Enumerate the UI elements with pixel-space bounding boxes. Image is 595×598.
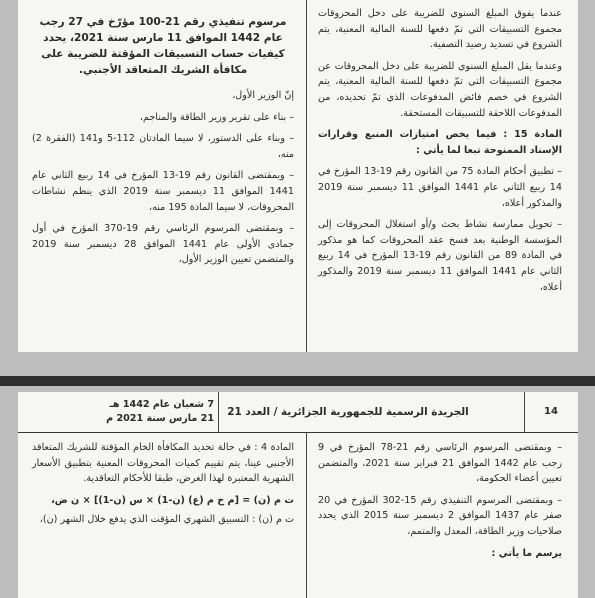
paragraph: – وبناء على الدستور، لا سيما المادتان 112-5 و141 (الفقرة 2) منه،: [32, 133, 294, 160]
paragraph: إنّ الوزير الأول،: [232, 90, 294, 101]
paragraph: – بناء على تقرير وزير الطاقة والمناجم،: [139, 111, 294, 123]
formula: ت م (ن) = [م خ م (ع) (ن-1) × س (ن-1)] × ن ض،: [51, 494, 294, 506]
upper-left-column: [32, 6, 294, 274]
paragraph: – وبمقتضى المرسوم الرئاسي رقم 19-370 المؤرخ في أول جمادى الأولى عام 1441 الموافق 28 ديسمبر سنة 2019 والمتضمن تعيين الوزير الأول،: [32, 223, 295, 266]
page-number: 14: [544, 406, 558, 417]
decree-enactment-heading: يرسم ما يأتي :: [491, 547, 562, 559]
column-divider: [306, 432, 307, 598]
header-date: [104, 398, 214, 426]
article-15-heading: المادة 15 : فيما يخص امتيازات المنبع وقرارات الإسناد الممنوحة تبعا لما يأتي :: [318, 129, 562, 156]
page-gap-band: [0, 376, 595, 386]
decree-title: مرسوم تنفيذي رقم 21-100 مؤرّخ في 27 رجب عام 1442 الموافق 11 مارس سنة 2021، يحدد كيفيات حساب التسبيقات المؤقتة للضريبة على مكافأة الشريك المتعاقد الأجنبي.: [39, 16, 287, 76]
header-date-gregorian: 21 مارس سنة 2021 م: [106, 413, 214, 424]
paragraph: – تطبيق أحكام المادة 75 من القانون رقم 19-13 المؤرخ في 14 ربيع الثاني عام 1441 الموافق 11 ديسمبر سنة 2019 والمذكور أعلاه،: [318, 166, 562, 209]
column-divider: [306, 0, 307, 352]
lower-right-column: [318, 440, 562, 567]
lower-left-column: [32, 440, 294, 534]
formula-definition: ت م (ن) : التسبيق الشهري المؤقت الذي يدفع خلال الشهر (ن)،: [39, 514, 294, 526]
upper-right-column: [318, 6, 562, 301]
paragraph: – تحويل ممارسة نشاط بحث و/أو استغلال المحروقات إلى المؤسسة الوطنية بعد فسخ عقد المحروقات كما هو مذكور في المادة 89 من القانون رقم 19-13 المؤرخ في 14 ربيع الثاني عام 1441 الموافق 11 ديسمبر سنة 2019 والمذكور أعلاه،: [318, 219, 563, 293]
header-title: الجريدة الرسمية للجمهورية الجزائرية / العدد 21: [227, 406, 469, 418]
header-date-hijri: 7 شعبان عام 1442 هـ: [109, 399, 214, 410]
paragraph: عندما يفوق المبلغ السنوي للضريبة على دخل المحروقات مجموع التسبيقات التي تمّ دفعها للسنة المالية المعنية، يتم الشروع في تسديد رصيد التصفية.: [318, 8, 562, 51]
upper-page: [18, 0, 578, 352]
article-4-paragraph: المادة 4 : في حالة تحديد المكافأة الخام المؤقتة للشريك المتعاقد الأجنبي عينا، يتم تقييم كميات المحروقات المعنية بتطبيق الأسعار الشهرية المعتبرة لهذا الغرض، طبقا للأحكام التعاقدية.: [32, 442, 294, 485]
paragraph: – وبمقتضى المرسوم الرئاسي رقم 21-78 المؤرخ في 9 رجب عام 1442 الموافق 21 فبراير سنة 2021، والمتضمن تعيين أعضاء الحكومة،: [318, 442, 562, 485]
paragraph: وعندما يقل المبلغ السنوي للضريبة على دخل المحروقات عن مجموع التسبيقات التي تمّ دفعها للسنة المالية المعنية، يتم الشروع في خصم فائض المدفوعات الذي تمّ تحديده، من المدفوعات اللاحقة للتسبيقات المستحقة.: [318, 60, 562, 119]
gazette-header: [18, 392, 578, 433]
paragraph: – وبمقتضى المرسوم التنفيذي رقم 15-302 المؤرخ في 20 صفر عام 1437 الموافق 2 ديسمبر سنة 2015 الذي يحدد صلاحيات وزير الطاقة، المعدل والمتمم،: [318, 494, 563, 537]
paragraph: – وبمقتضى القانون رقم 19-13 المؤرخ في 14 ربيع الثاني عام 1441 الموافق 11 ديسمبر سنة 2019 الذي ينظم نشاطات المحروقات، لا سيما المادة 195 منه،: [32, 170, 294, 213]
lower-page: [18, 392, 578, 598]
header-divider: [524, 392, 525, 432]
